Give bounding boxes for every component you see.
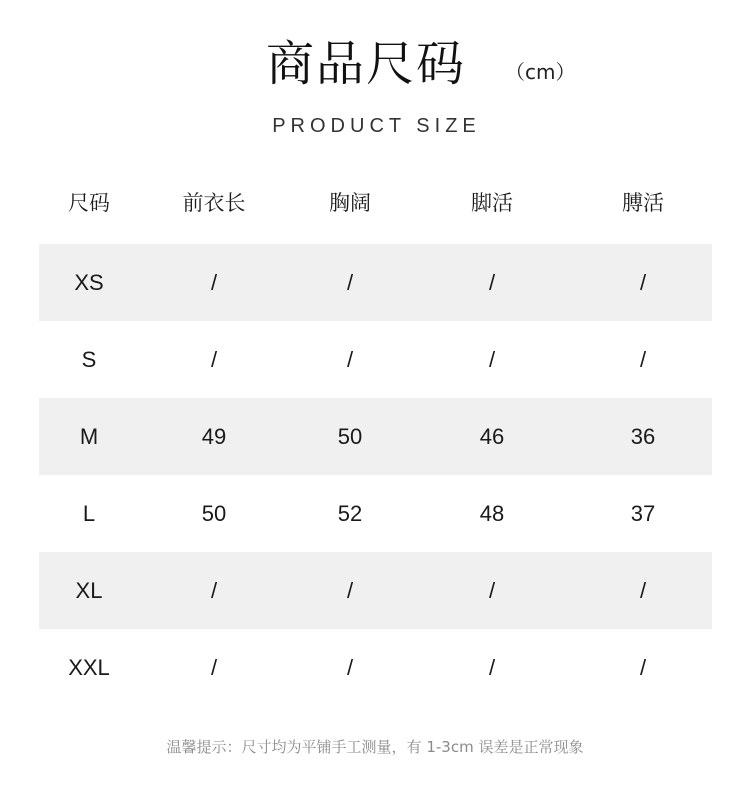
table-row: [39, 321, 712, 398]
title-block: [0, 30, 750, 100]
column-header-size: 尺码: [68, 191, 110, 215]
measurement-note: 温馨提示：尺寸均为平铺手工测量，有 1-3cm 误差是正常现象: [166, 738, 584, 756]
value-cell: 48: [479, 500, 505, 526]
value-cell: 50: [337, 423, 363, 449]
value-cell: /: [488, 346, 496, 372]
value-cell: /: [210, 577, 218, 603]
value-cell: /: [346, 269, 354, 295]
value-cell: /: [639, 269, 647, 295]
value-cell: /: [488, 577, 496, 603]
value-cell: /: [639, 577, 647, 603]
table-row: [39, 244, 712, 321]
value-cell: 37: [630, 500, 656, 526]
value-cell: 50: [201, 500, 227, 526]
size-cell: M: [79, 423, 99, 449]
column-header-chest: 胸阔: [329, 191, 371, 215]
size-table: [39, 160, 712, 706]
size-cell: XL: [75, 577, 103, 603]
size-cell: S: [81, 346, 97, 372]
unit-label: （cm）: [505, 60, 576, 84]
size-cell: L: [82, 500, 96, 526]
table-row: [39, 475, 712, 552]
value-cell: /: [488, 654, 496, 680]
table-row: [39, 398, 712, 475]
value-cell: /: [210, 654, 218, 680]
value-cell: /: [639, 654, 647, 680]
size-cell: XXL: [68, 654, 110, 680]
column-header-front-length: 前衣长: [182, 191, 246, 215]
value-cell: /: [346, 346, 354, 372]
table-row: [39, 552, 712, 629]
value-cell: /: [639, 346, 647, 372]
table-header-row: [39, 160, 712, 244]
value-cell: 49: [201, 423, 227, 449]
page-subtitle: PRODUCT SIZE: [272, 115, 481, 137]
value-cell: 36: [630, 423, 656, 449]
value-cell: 46: [479, 423, 505, 449]
column-header-hem: 脚活: [471, 191, 513, 215]
value-cell: /: [210, 269, 218, 295]
value-cell: /: [488, 269, 496, 295]
value-cell: 52: [337, 500, 363, 526]
size-cell: XS: [74, 269, 104, 295]
page-title: 商品尺码: [266, 36, 467, 92]
value-cell: /: [346, 654, 354, 680]
column-header-sleeve: 膊活: [622, 191, 664, 215]
value-cell: /: [346, 577, 354, 603]
value-cell: /: [210, 346, 218, 372]
table-row: [39, 629, 712, 706]
